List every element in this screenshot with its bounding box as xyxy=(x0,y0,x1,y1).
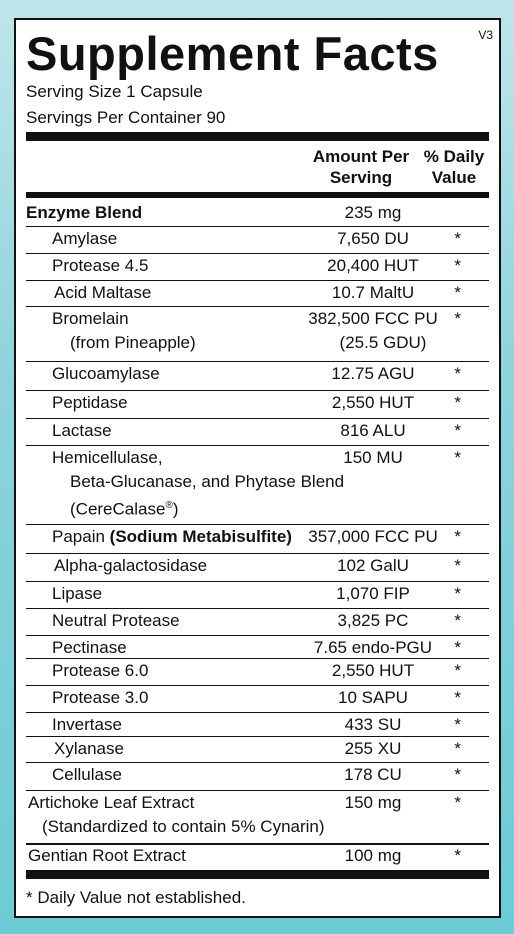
daily-value: * xyxy=(454,765,461,784)
ingredient-name-line1: Lipase xyxy=(52,584,103,603)
ingredient-name-line1: Gentian Root Extract xyxy=(28,846,186,865)
amount-per-serving: 100 mg xyxy=(344,846,402,865)
table-row xyxy=(26,685,489,713)
header-amount xyxy=(306,146,416,188)
amount-per-serving: 10 SAPU xyxy=(338,688,408,707)
amount-per-serving: 2,550 HUT xyxy=(331,393,415,412)
amount-per-serving: 357,000 FCC PU xyxy=(308,527,438,546)
amount-per-serving: 7.65 endo-PGU xyxy=(313,638,433,657)
ingredient-name-line1: Protease 4.5 xyxy=(52,256,149,275)
ingredient-name xyxy=(54,738,124,760)
daily-value: * xyxy=(454,393,461,412)
ingredient-name-line1: Neutral Protease xyxy=(52,611,180,630)
ingredient-name xyxy=(52,255,148,277)
header-dv-line2: Value xyxy=(431,168,477,187)
table-row xyxy=(26,736,489,763)
ingredient-name xyxy=(28,845,186,867)
ingredient-name-line1: Invertase xyxy=(52,715,122,734)
ingredient-name xyxy=(52,420,112,442)
ingredient-name-line3-end: ) xyxy=(172,499,179,519)
amount-per-serving: 178 CU xyxy=(344,765,402,784)
amount-per-serving: 433 SU xyxy=(344,715,402,734)
ingredient-name-line1: Glucoamylase xyxy=(52,364,160,383)
serving-size: Serving Size 1 Capsule xyxy=(26,82,203,101)
ingredient-name xyxy=(52,583,102,605)
ingredient-name-line1: Enzyme Blend xyxy=(26,203,143,222)
ingredient-name-line2: Beta-Glucanase, and Phytase Blend xyxy=(70,472,345,491)
table-row xyxy=(26,553,489,582)
amount-per-serving: 7,650 DU xyxy=(337,229,409,248)
ingredient-name xyxy=(52,526,292,548)
panel-title: Supplement Facts xyxy=(26,27,439,80)
ingredient-name xyxy=(54,555,207,577)
ingredient-name xyxy=(52,228,117,250)
amount-per-serving: 102 GalU xyxy=(337,556,409,575)
version-label: V3 xyxy=(478,28,493,42)
daily-value: * xyxy=(454,256,461,275)
header-amount-line1: Amount Per xyxy=(312,147,410,166)
ingredient-name xyxy=(52,714,122,736)
amount-per-serving: 235 mg xyxy=(344,203,402,222)
ingredient-name xyxy=(26,202,142,224)
amount-per-serving: 3,825 PC xyxy=(337,611,409,630)
table-row xyxy=(26,712,489,737)
table-row xyxy=(26,253,489,281)
ingredient-name xyxy=(52,687,148,709)
ingredient-name-line1: Artichoke Leaf Extract xyxy=(28,793,195,812)
ingredient-name-bold: (Sodium Metabisulfite) xyxy=(109,527,292,546)
table-row xyxy=(26,608,489,636)
amount-per-serving: 10.7 MaltU xyxy=(331,283,415,302)
registered-mark: ® xyxy=(165,500,173,511)
amount-per-serving: 150 MU xyxy=(343,448,403,467)
ingredient-name-line1: Pectinase xyxy=(52,638,127,657)
daily-value: * xyxy=(454,283,461,302)
ingredient-name xyxy=(52,308,129,330)
table-row xyxy=(26,361,489,391)
ingredient-name xyxy=(52,764,122,786)
daily-value: * xyxy=(454,661,461,680)
daily-value: * xyxy=(454,527,461,546)
amount-per-serving: 150 mg xyxy=(344,793,402,812)
daily-value: * xyxy=(454,739,461,758)
supplement-facts-panel xyxy=(14,18,501,918)
daily-value: * xyxy=(454,309,461,328)
table-row xyxy=(26,445,489,525)
ingredient-name xyxy=(52,392,128,414)
daily-value: * xyxy=(454,715,461,734)
amount-per-serving: 816 ALU xyxy=(340,421,406,440)
daily-value: * xyxy=(454,229,461,248)
header-amount-line2: Serving xyxy=(329,168,393,187)
amount-per-serving-line2: (25.5 GDU) xyxy=(339,333,427,352)
amount-per-serving: 12.75 AGU xyxy=(331,364,415,383)
ingredient-name-line1: Protease 6.0 xyxy=(52,661,149,680)
table-row xyxy=(26,762,489,791)
divider-header xyxy=(26,192,489,198)
daily-value: * xyxy=(454,688,461,707)
ingredient-name-line3-text: (CereCalase xyxy=(70,499,166,519)
ingredient-name-line1: Bromelain xyxy=(52,309,129,328)
ingredient-name xyxy=(52,447,163,469)
ingredient-name xyxy=(52,610,180,632)
ingredient-name-line1: Peptidase xyxy=(52,393,128,412)
header-daily-value xyxy=(416,146,492,188)
daily-value: * xyxy=(454,421,461,440)
amount-per-serving: 255 XU xyxy=(344,739,402,758)
footnote: * Daily Value not established. xyxy=(26,888,246,907)
ingredient-name xyxy=(52,363,160,385)
daily-value: * xyxy=(454,448,461,467)
table-row xyxy=(26,390,489,419)
table-row xyxy=(26,581,489,609)
ingredient-name xyxy=(52,660,148,682)
ingredient-name-line1: Xylanase xyxy=(54,739,124,758)
ingredient-name-line1: Cellulase xyxy=(52,765,122,784)
ingredient-name-line2: (from Pineapple) xyxy=(70,333,196,352)
table-row xyxy=(26,280,489,307)
header-dv-line1: % Daily xyxy=(423,147,485,166)
daily-value: * xyxy=(454,584,461,603)
divider-thick-top xyxy=(26,132,489,141)
ingredient-name-line1: Protease 3.0 xyxy=(52,688,149,707)
table-row xyxy=(26,306,489,362)
table-row xyxy=(26,418,489,446)
ingredient-name xyxy=(28,792,194,814)
ingredient-name xyxy=(54,282,151,304)
amount-per-serving: 2,550 HUT xyxy=(331,661,415,680)
table-row xyxy=(26,635,489,659)
daily-value: * xyxy=(454,793,461,812)
table-row xyxy=(26,790,489,845)
daily-value: * xyxy=(454,638,461,657)
ingredient-name-line1: Lactase xyxy=(52,421,112,440)
ingredient-name-line1: Alpha-galactosidase xyxy=(54,556,208,575)
daily-value: * xyxy=(454,611,461,630)
daily-value: * xyxy=(454,364,461,383)
ingredient-name-line3 xyxy=(70,495,178,521)
table-row xyxy=(26,226,489,254)
table-row xyxy=(26,200,489,227)
divider-thick-bottom xyxy=(26,870,489,879)
ingredient-name-line1: Hemicellulase, xyxy=(52,448,163,467)
amount-per-serving: 382,500 FCC PU xyxy=(308,309,438,328)
ingredient-name-line2: (Standardized to contain 5% Cynarin) xyxy=(42,817,325,836)
ingredient-name-line1: Amylase xyxy=(52,229,118,248)
ingredient-name-line1: Papain xyxy=(52,527,110,546)
servings-per-container: Servings Per Container 90 xyxy=(26,108,226,127)
table-row xyxy=(26,524,489,554)
daily-value: * xyxy=(454,846,461,865)
table-row xyxy=(26,843,489,870)
daily-value: * xyxy=(454,556,461,575)
amount-per-serving: 1,070 FIP xyxy=(336,584,410,603)
table-row xyxy=(26,658,489,686)
amount-per-serving: 20,400 HUT xyxy=(327,256,419,275)
ingredient-name xyxy=(52,637,127,659)
ingredient-name-line1: Acid Maltase xyxy=(54,283,152,302)
